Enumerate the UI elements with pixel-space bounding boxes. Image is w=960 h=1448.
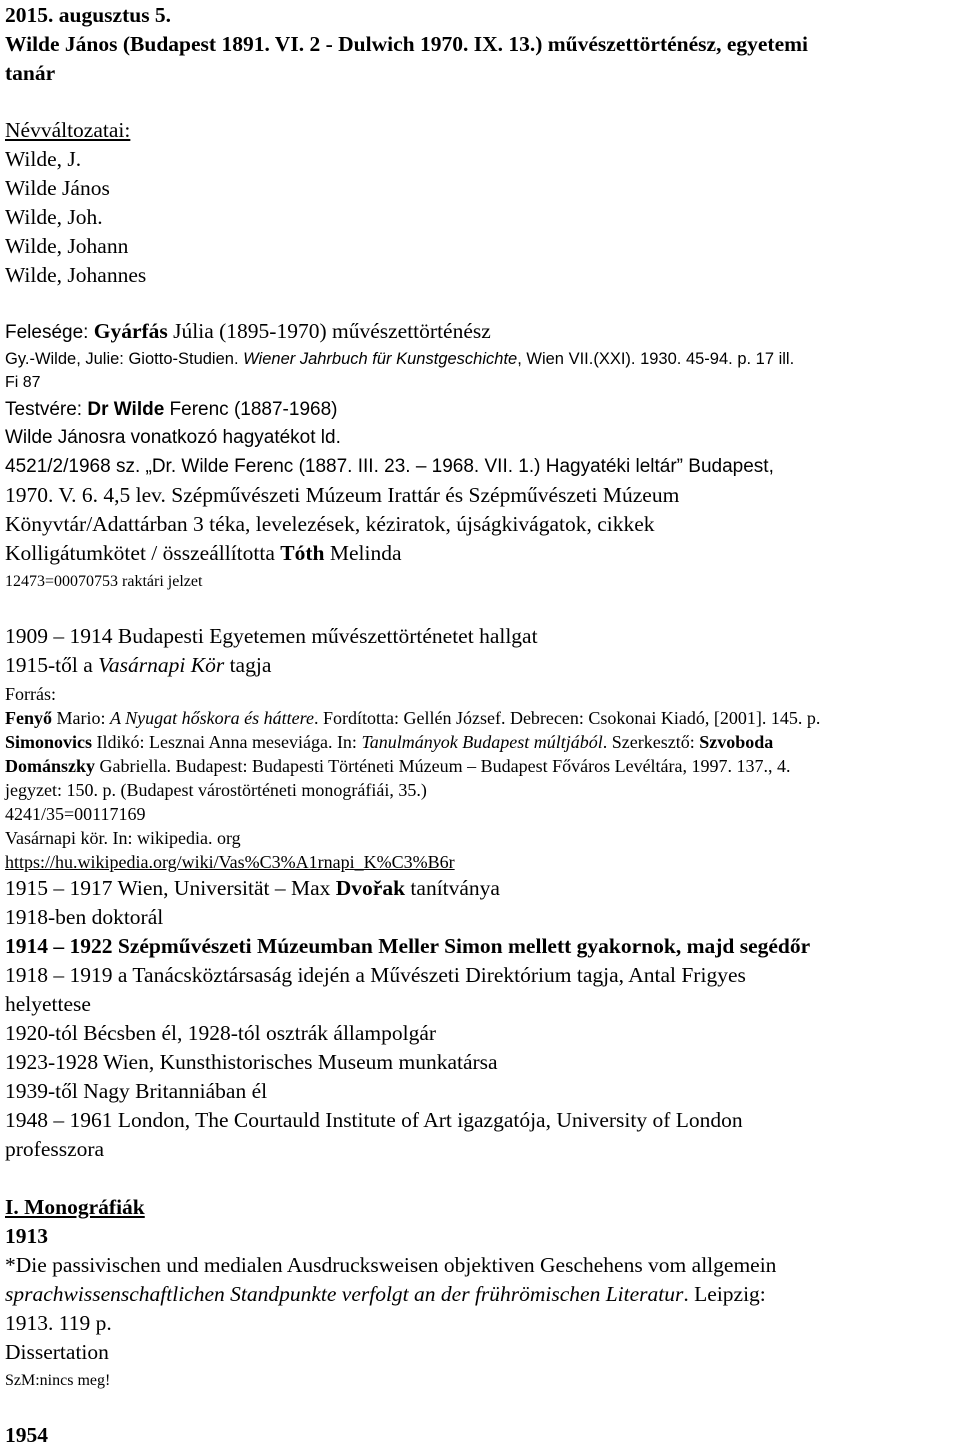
bio-museum: 1914 – 1922 Szépművészeti Múzeumban Meller Simon mellett gyakornok, majd segédőr — [5, 934, 811, 958]
wife-ref-author: Gy.-Wilde, Julie: Giotto-Studien. — [5, 350, 244, 368]
monograph-title: *Die passivischen und medialen Ausdrucksweisen objektiven Geschehens vom allgemein — [5, 1253, 777, 1277]
wife-line — [5, 318, 491, 346]
variant-item: Wilde János — [5, 176, 110, 200]
wife-ref-journal: Wiener Jahrbuch für Kunstgeschichte — [243, 350, 518, 368]
wife-details: Júlia (1895-1970) művészettörténész — [167, 319, 491, 343]
source-editor-label: . Szerkesztő: — [602, 732, 700, 752]
bio-britain: 1939-től Nagy Britanniában él — [5, 1079, 268, 1103]
bio-circle-year: 1915-től a — [5, 653, 99, 677]
source-imprint: Gabriella. Budapest: Budapesti Történeti Múzeum – Budapest Főváros Levéltára, 1997. 137., 4. — [95, 756, 791, 776]
variant-item: Wilde, Joh. — [5, 205, 103, 229]
estate-compiler — [5, 540, 402, 566]
bio-circle — [5, 652, 271, 678]
brother-dates: Ferenc (1887-1968) — [164, 399, 338, 420]
bio-directorate-cont: helyettese — [5, 992, 91, 1016]
bio-study: 1909 – 1914 Budapesti Egyetemen művészettörténetet hallgat — [5, 624, 538, 648]
document-date: 2015. augusztus 5. — [5, 3, 172, 27]
estate-shelfmark: 12473=00070753 raktári jelzet — [5, 573, 203, 590]
monograph-place: . Leipzig: — [683, 1282, 766, 1306]
estate-inventory: 4521/2/1968 sz. „Dr. Wilde Ferenc (1887. III. 23. – 1968. VII. 1.) Hagyatéki leltár” Budapest, — [5, 456, 774, 477]
source-simonovics-cont — [5, 753, 791, 779]
brother-name: Dr Wilde — [87, 399, 165, 420]
bio-role: tanítványa — [405, 876, 500, 900]
wife-ref-issue: , Wien VII.(XXI). 1930. 45-94. p. 17 ill. — [517, 350, 795, 368]
document-title-cont: tanár — [5, 61, 56, 85]
variant-item: Wilde, Johann — [5, 234, 129, 258]
sources-label: Forrás: — [5, 684, 56, 704]
bio-vienna-residence: 1920-tól Bécsben él, 1928-tól osztrák állampolgár — [5, 1021, 437, 1045]
bio-courtauld-cont: professzora — [5, 1137, 105, 1161]
bio-circle-name: Vasárnapi Kör — [98, 653, 225, 677]
bio-courtauld: 1948 – 1961 London, The Courtauld Institute of Art igazgatója, University of London — [5, 1108, 743, 1132]
source-article: Ildikó: Lesznai Anna meseviága. In: — [92, 732, 362, 752]
bio-teacher: Dvořak — [335, 876, 406, 900]
bio-vienna-study — [5, 875, 500, 901]
estate-note: Wilde Jánosra vonatkozó hagyatékot ld. — [5, 427, 341, 448]
source-author: Simonovics — [5, 732, 93, 752]
estate-inventory-cont: 1970. V. 6. 4,5 lev. Szépművészeti Múzeum Irattár és Szépművészeti Múzeum — [5, 483, 680, 507]
source-author: Fenyő — [5, 708, 52, 728]
bio-vienna-years: 1915 – 1917 Wien, Universität – Max — [5, 876, 336, 900]
source-title: Tanulmányok Budapest múltjából — [361, 732, 603, 752]
source-simonovics-note: jegyzet: 150. p. (Budapest várostörténeti monográfiái, 35.) — [5, 780, 427, 800]
variant-item: Wilde, J. — [5, 147, 82, 171]
brother-label: Testvére: — [5, 399, 88, 420]
monograph-year: 1913 — [5, 1224, 48, 1248]
wife-name: Gyárfás — [93, 319, 168, 343]
monograph-holding-note: SzM:nincs meg! — [5, 1372, 111, 1389]
monographs-heading: I. Monográfiák — [5, 1195, 145, 1219]
brother-line — [5, 397, 337, 423]
document-title: Wilde János (Budapest 1891. VI. 2 - Dulwich 1970. IX. 13.) művészettörténész, egyetemi — [5, 32, 809, 56]
monograph-title-cont — [5, 1281, 766, 1307]
compiler-surname: Tóth — [280, 541, 325, 565]
source-author-first: Mario: — [52, 708, 110, 728]
bio-khm: 1923-1928 Wien, Kunsthistorisches Museum munkatársa — [5, 1050, 498, 1074]
monograph-year: 1954 — [5, 1423, 48, 1447]
wife-ref-shelfmark: Fi 87 — [5, 374, 41, 391]
variants-heading: Névváltozatai: — [5, 118, 131, 142]
compiler-firstname: Melinda — [324, 541, 402, 565]
source-fenyo — [5, 705, 820, 731]
source-shelfmark: 4241/35=00117169 — [5, 804, 146, 824]
source-editor: Szvoboda — [699, 732, 774, 752]
source-simonovics — [5, 729, 773, 755]
source-title: A Nyugat hőskora és háttere — [110, 708, 314, 728]
monograph-pages: 1913. 119 p. — [5, 1311, 112, 1335]
estate-contents: Könyvtár/Adattárban 3 téka, levelezések, kéziratok, újságkivágatok, cikkek — [5, 512, 655, 536]
bio-doctorate: 1918-ben doktorál — [5, 905, 164, 929]
source-wikipedia: Vasárnapi kör. In: wikipedia. org — [5, 828, 241, 848]
source-editor-surname: Dománszky — [5, 756, 96, 776]
variant-item: Wilde, Johannes — [5, 263, 147, 287]
bio-circle-role: tagja — [224, 653, 272, 677]
compiler-label: Kolligátumkötet / összeállította — [5, 541, 281, 565]
bio-directorate: 1918 – 1919 a Tanácsköztársaság idején a Művészeti Direktórium tagja, Antal Frigyes — [5, 963, 746, 987]
source-imprint: . Fordította: Gellén József. Debrecen: Csokonai Kiadó, [2001]. 145. p. — [313, 708, 821, 728]
wife-label: Felesége: — [5, 322, 94, 343]
wikipedia-link[interactable]: https://hu.wikipedia.org/wiki/Vas%C3%A1rnapi_K%C3%B6r — [5, 852, 455, 872]
wife-reference — [5, 346, 794, 372]
monograph-type: Dissertation — [5, 1340, 109, 1364]
monograph-title-italic: sprachwissenschaftlichen Standpunkte verfolgt an der frührömischen Literatur — [5, 1282, 684, 1306]
